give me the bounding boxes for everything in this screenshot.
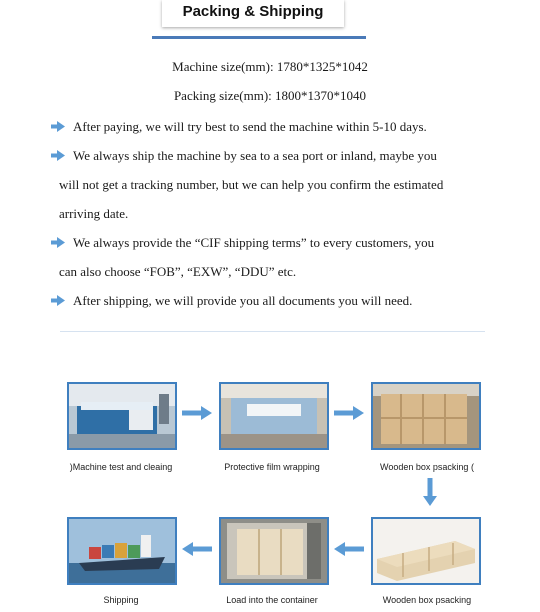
arrow-bullet-icon [51, 150, 65, 161]
arrow-down-icon [423, 478, 437, 506]
caption-machine-test: )Machine test and cleaing [69, 462, 173, 472]
note-line: arriving date. [59, 206, 129, 221]
note-line: We always provide the “CIF shipping terms” to every customers, you [73, 235, 435, 250]
note-documents [59, 292, 479, 321]
note-line: After paying, we will try best to send the machine within 5-10 days. [73, 119, 427, 134]
machine-size-text: Machine size(mm): 1780*1325*1042 [172, 59, 368, 74]
caption-shipping: Shipping [103, 595, 139, 605]
note-after-paying [59, 118, 479, 147]
arrow-bullet-icon [51, 295, 65, 306]
photo-wooden-box-2 [371, 517, 481, 585]
caption-container-loading: Load into the container [226, 595, 318, 605]
photo-machine-test [67, 382, 177, 450]
arrow-bullet-icon [51, 121, 65, 132]
arrow-right-icon [334, 406, 364, 420]
photo-shipping [67, 517, 177, 585]
note-line: can also choose “FOB”, “EXW”, “DDU” etc. [59, 264, 297, 279]
photo-film-wrapping [219, 382, 329, 450]
arrow-bullet-icon [51, 237, 65, 248]
page-title: Packing & Shipping [182, 3, 324, 20]
arrow-left-icon [182, 542, 212, 556]
caption-wooden-box-1: Wooden box psacking ( [380, 462, 474, 472]
photo-wooden-box-1 [371, 382, 481, 450]
note-shipping-terms [59, 234, 479, 292]
photo-container-loading [219, 517, 329, 585]
caption-film-wrapping: Protective film wrapping [224, 462, 320, 472]
title-underline [152, 36, 366, 39]
note-sea-shipping [59, 147, 479, 234]
note-line: We always ship the machine by sea to a sea port or inland, maybe you [73, 148, 437, 163]
page-title-tab [162, 0, 344, 27]
section-divider [60, 331, 485, 332]
note-line: will not get a tracking number, but we can help you confirm the estimated [59, 177, 444, 192]
caption-wooden-box-2: Wooden box psacking [382, 595, 472, 605]
arrow-right-icon [182, 406, 212, 420]
note-line: After shipping, we will provide you all documents you will need. [73, 293, 413, 308]
arrow-left-icon [334, 542, 364, 556]
packing-size-text: Packing size(mm): 1800*1370*1040 [173, 88, 367, 103]
